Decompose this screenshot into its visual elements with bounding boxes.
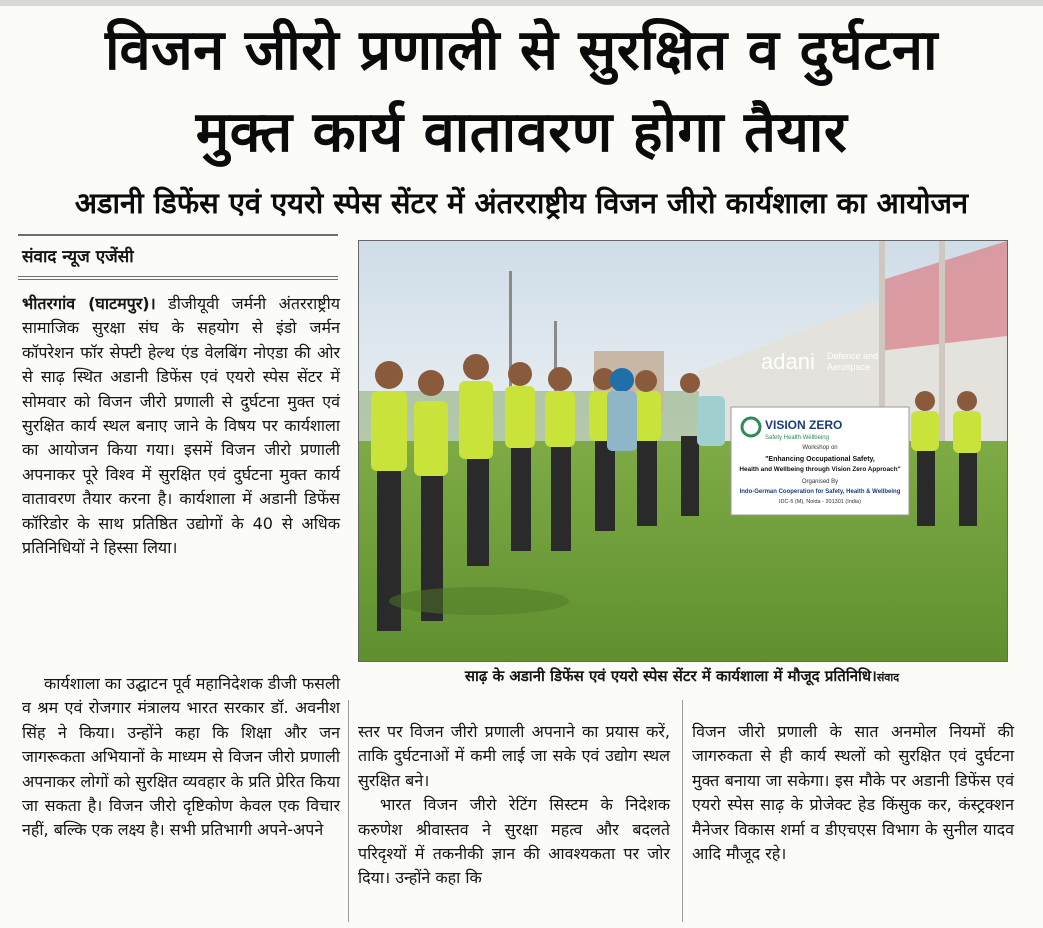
banner-theme-line-2: Health and Wellbeing through Vision Zero Approach": [739, 466, 901, 473]
photo-caption: [358, 664, 1006, 690]
article-column-2: [358, 720, 670, 891]
banner-workshop: Workshop on: [802, 445, 838, 451]
banner-org: Indo-German Cooperation for Safety, Health & Wellbeing: [739, 489, 901, 495]
banner-title: VISION ZERO: [765, 418, 843, 432]
byline-bottom-rule: [18, 276, 338, 277]
subheadline: अडानी डिफेंस एवं एयरो स्पेस सेंटर में अंतरराष्ट्रीय विजन जीरो कार्यशाला का आयोजन: [74, 186, 969, 220]
dateline: भीतरगांव (घाटमपुर)।: [22, 294, 156, 313]
banner-organised: Organised By: [801, 479, 839, 485]
shadow: [389, 587, 569, 615]
banner-tagline: Safety Health Wellbeing: [765, 435, 829, 441]
paragraph-5: विजन जीरो प्रणाली के सात अनमोल नियमों की जागरुकता से ही कार्य स्थलों को सुरक्षित एवं दुर्घटना मुक्त बनाया जा सकेगा। इस मौके पर अडानी डिफेंस एवं एयरो स्पेस साढ़ के प्रोजेक्ट हेड किंसुक कर, कंस्ट्रक्शन मैनेजर विकास शर्मा व डीएचएस विभाग के सुनील यादव आदि मौजूद रहे।: [692, 722, 1014, 864]
article-column-3: [692, 720, 1014, 866]
byline: संवाद न्यूज एजेंसी: [22, 247, 134, 267]
column-divider-1: [348, 700, 349, 922]
article-column-1-continued: [22, 672, 340, 843]
headline-line-1: विजन जीरो प्रणाली से सुरक्षित व दुर्घटना: [104, 18, 938, 83]
caption-credit: संवाद: [876, 671, 900, 684]
caption-text: साढ़ के अडानी डिफेंस एवं एयरो स्पेस सेंटर में कार्यशाला में मौजूद प्रतिनिधि।: [464, 667, 877, 685]
paragraph-2: कार्यशाला का उद्घाटन पूर्व महानिदेशक डीजी फसली व श्रम एवं रोजगार मंत्रालय भारत सरकार डॉ. अवनीश सिंह ने किया। उन्होंने कहा कि शिक्षा और जन जागरूकता अभियानों के माध्यम से विजन जीरो प्रणाली अपनाकर लोगों को सुरक्षित व्यवहार के प्रति प्रेरित किया जा सकता है। विजन जीरो दृष्टिकोण केवल एक विचार नहीं, बल्कि एक लक्ष्य है। सभी प्रतिभागी अपने-अपने: [22, 674, 340, 840]
turban: [610, 368, 634, 392]
paragraph-3: स्तर पर विजन जीरो प्रणाली अपनाने का प्रयास करें, ताकि दुर्घटनाओं में कमी लाई जा सके एवं उद्योग स्थल सुरक्षित बने।: [358, 722, 670, 790]
column-divider-2: [682, 700, 683, 922]
paragraph-4: भारत विजन जीरो रेटिंग सिस्टम के निदेशक करुणेश श्रीवास्तव ने सुरक्षा महत्व और बदलते परिदृश्यों में तकनीकी ज्ञान की आवश्यकता पर जोर दिया। उन्होंने कहा कि: [358, 795, 670, 888]
top-strip: [0, 0, 1043, 6]
building-column: [939, 241, 945, 461]
group-photo-illustration: [359, 241, 1007, 661]
headline-line-2: मुक्त कार्य वातावरण होगा तैयार: [195, 100, 848, 165]
byline-bottom-rule-2: [18, 279, 338, 280]
building-sign-brand: adani: [761, 349, 815, 374]
banner-theme-line-1: "Enhancing Occupational Safety,: [765, 456, 875, 463]
news-photo: [358, 240, 1008, 662]
building-sign-line-1: Defence and: [827, 351, 879, 361]
vision-zero-banner: [731, 407, 909, 515]
building-sign-line-2: Aerospace: [827, 362, 871, 372]
article-column-1: [22, 292, 340, 560]
paragraph-1: डीजीयूवी जर्मनी अंतरराष्ट्रीय सामाजिक सुरक्षा संघ के सहयोग से इंडो जर्मन कॉपरेशन फॉर सेफ्टी हेल्थ एंड वेलबिंग नोएडा की ओर से साढ़ स्थित अडानी डिफेंस एवं एयरो स्पेस सेंटर में सोमवार को विजन जीरो प्रणाली से दुर्घटना मुक्त एवं सुरक्षित कार्य स्थल बनाए जाने के विषय पर कार्यशाला का आयोजन किया गया। इसमें विजन जीरो प्रणाली अपनाकर पूरे विश्व में सुरक्षित एवं दुर्घटना मुक्त कार्य वातावरण तैयार करना है। कार्यशाला में अडानी डिफेंस कॉरिडोर के साथ प्रतिष्ठित उद्योगों के 40 से अधिक प्रतिनिधियों ने हिस्सा लिया।: [22, 294, 341, 558]
banner-address: IDC-5 (M), Noida - 201301 (India): [779, 499, 861, 505]
byline-top-rule: [18, 234, 338, 236]
